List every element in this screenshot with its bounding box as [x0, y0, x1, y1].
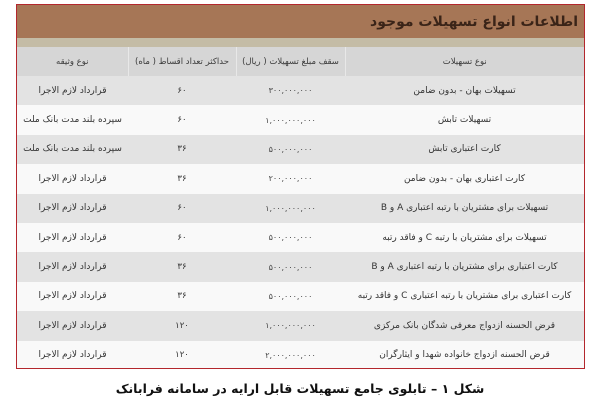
table-row: [17, 311, 584, 340]
cell-max-installments: ۳۶: [128, 252, 236, 281]
table-row: [17, 252, 584, 281]
cell-collateral-type: قرارداد لازم الاجرا: [17, 194, 128, 223]
table-row: [17, 76, 584, 105]
header-max-amount: سقف مبلغ تسهیلات ( ریال): [236, 47, 345, 76]
cell-max-amount: ۲,۰۰۰,۰۰۰,۰۰۰: [236, 341, 345, 369]
table-row: [17, 194, 584, 223]
cell-collateral-type: قرارداد لازم الاجرا: [17, 341, 128, 369]
cell-max-installments: ۱۲۰: [128, 311, 236, 340]
cell-facility-type: قرض الحسنه ازدواج خانواده شهدا و ایثارگران: [345, 341, 584, 369]
cell-facility-type: تسهیلات تابش: [345, 105, 584, 134]
cell-max-installments: ۶۰: [128, 194, 236, 223]
cell-max-amount: ۳۰۰,۰۰۰,۰۰۰: [236, 76, 345, 105]
header-facility-type: نوع تسهیلات: [345, 47, 584, 76]
cell-collateral-type: قرارداد لازم الاجرا: [17, 282, 128, 311]
cell-collateral-type: قرارداد لازم الاجرا: [17, 252, 128, 281]
cell-max-installments: ۶۰: [128, 105, 236, 134]
cell-collateral-type: قرارداد لازم الاجرا: [17, 223, 128, 252]
cell-facility-type: تسهیلات برای مشتریان با رتبه C و فاقد رتبه: [345, 223, 584, 252]
cell-facility-type: تسهیلات برای مشتریان با رتبه اعتباری A و B: [345, 194, 584, 223]
panel-title: اطلاعات انواع تسهیلات موجود: [370, 13, 578, 30]
header-max-installments: حداکثر تعداد اقساط ( ماه): [128, 47, 236, 76]
table-row: [17, 105, 584, 134]
cell-facility-type: کارت اعتباری برای مشتریان با رتبه اعتباری C و فاقد رتبه: [345, 282, 584, 311]
header-collateral-type: نوع وثیقه: [17, 47, 128, 76]
cell-facility-type: کارت اعتباری بهان - بدون ضامن: [345, 164, 584, 193]
cell-facility-type: قرض الحسنه ازدواج معرفی شدگان بانک مرکزی: [345, 311, 584, 340]
table-row: [17, 341, 584, 369]
cell-collateral-type: سپرده بلند مدت بانک ملت: [17, 135, 128, 164]
cell-collateral-type: سپرده بلند مدت بانک ملت: [17, 105, 128, 134]
facilities-table: [17, 47, 584, 369]
cell-collateral-type: قرارداد لازم الاجرا: [17, 311, 128, 340]
table-header-row: [17, 47, 584, 76]
cell-max-amount: ۱,۰۰۰,۰۰۰,۰۰۰: [236, 311, 345, 340]
table-row: [17, 282, 584, 311]
cell-max-amount: ۲۰۰,۰۰۰,۰۰۰: [236, 164, 345, 193]
cell-max-installments: ۶۰: [128, 76, 236, 105]
cell-max-amount: ۵۰۰,۰۰۰,۰۰۰: [236, 135, 345, 164]
table-row: [17, 223, 584, 252]
cell-facility-type: کارت اعتباری برای مشتریان با رتبه اعتباری A و B: [345, 252, 584, 281]
panel-title-bar: [17, 5, 584, 38]
cell-max-amount: ۵۰۰,۰۰۰,۰۰۰: [236, 223, 345, 252]
cell-facility-type: تسهیلات بهان - بدون ضامن: [345, 76, 584, 105]
cell-max-installments: ۳۶: [128, 282, 236, 311]
cell-max-amount: ۵۰۰,۰۰۰,۰۰۰: [236, 252, 345, 281]
table-row: [17, 164, 584, 193]
cell-max-amount: ۵۰۰,۰۰۰,۰۰۰: [236, 282, 345, 311]
cell-max-installments: ۶۰: [128, 223, 236, 252]
cell-collateral-type: قرارداد لازم الاجرا: [17, 164, 128, 193]
table-row: [17, 135, 584, 164]
cell-collateral-type: قرارداد لازم الاجرا: [17, 76, 128, 105]
cell-max-amount: ۱,۰۰۰,۰۰۰,۰۰۰: [236, 105, 345, 134]
cell-facility-type: کارت اعتباری تابش: [345, 135, 584, 164]
cell-max-installments: ۳۶: [128, 135, 236, 164]
figure-caption: شکل ۱ – تابلوی جامع تسهیلات قابل ارایه در سامانه فرابانک: [115, 381, 485, 396]
cell-max-installments: ۳۶: [128, 164, 236, 193]
cell-max-installments: ۱۲۰: [128, 341, 236, 369]
cell-max-amount: ۱,۰۰۰,۰۰۰,۰۰۰: [236, 194, 345, 223]
title-divider-stripe: [17, 38, 584, 47]
facilities-panel: [16, 4, 585, 369]
